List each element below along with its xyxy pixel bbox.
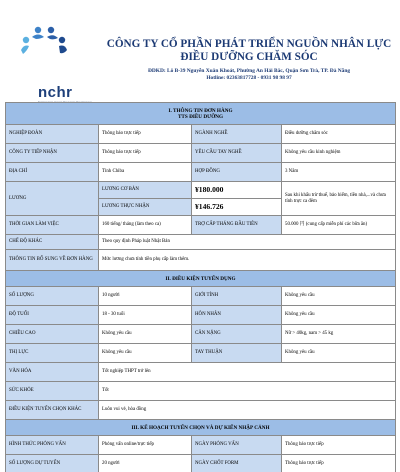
section-header-row (6, 271, 396, 287)
table-row (6, 325, 396, 344)
cong-ty-value: Thông báo trực tiếp (99, 144, 192, 163)
luong-thuc-nhan-value: ¥146.726 (192, 199, 282, 216)
table-row (6, 344, 396, 363)
logo-wordmark: nchr (38, 84, 73, 101)
company-block (104, 38, 394, 81)
cong-ty-label: CÔNG TY TIẾP NHẬN (6, 144, 99, 163)
section-header-row (6, 420, 396, 436)
job-order-table (5, 102, 396, 472)
table-row (6, 235, 396, 250)
suc-khoe-value: Tốt (99, 382, 396, 401)
hon-nhan-label: HÔN NHÂN (192, 306, 282, 325)
so-luong-label: SỐ LƯỢNG (6, 287, 99, 306)
gioi-tinh-value: Không yêu cầu (282, 287, 396, 306)
table-row (6, 363, 396, 382)
suc-khoe-label: SỨC KHỎE (6, 382, 99, 401)
table-row (6, 401, 396, 420)
chieu-cao-value: Không yêu cầu (99, 325, 192, 344)
luong-thuc-nhan-label: LƯƠNG THỰC NHẬN (99, 199, 192, 216)
thoi-gian-value: 160 tiếng/ tháng (làm theo ca) (99, 216, 192, 235)
dieu-kien-label: ĐIỀU KIỆN TUYỂN CHỌN KHÁC (6, 401, 99, 420)
table-row (6, 306, 396, 325)
che-do-value: Theo quy định Pháp luật Nhật Bản (99, 235, 396, 250)
nganh-nghe-label: NGÀNH NGHỀ (192, 125, 282, 144)
so-luong-dt-label: SỐ LƯỢNG DỰ TUYỂN (6, 455, 99, 472)
can-nang-label: CÂN NẶNG (192, 325, 282, 344)
thong-tin-value: Mức lương chưa tính tiền phụ cấp làm thêm. (99, 250, 396, 271)
ngay-chot-label: NGÀY CHỐT FORM (192, 455, 282, 472)
che-do-label: CHẾ ĐỘ KHÁC (6, 235, 99, 250)
hop-dong-value: 3 Năm (282, 163, 396, 182)
nganh-nghe-value: Điều dưỡng chăm sóc (282, 125, 396, 144)
table-row (6, 382, 396, 401)
table-row (6, 125, 396, 144)
nghiep-doan-value: Thông báo trực tiếp (99, 125, 192, 144)
hon-nhan-value: Không yêu cầu (282, 306, 396, 325)
yeu-cau-value: Không yêu cầu kinh nghiệm (282, 144, 396, 163)
luong-co-ban-value: ¥180.000 (192, 182, 282, 199)
table-row (6, 163, 396, 182)
company-hotline: Hotline: 02363817728 - 0931 98 98 97 (206, 75, 292, 81)
ngay-pv-value: Thông báo trực tiếp (282, 436, 396, 455)
dieu-kien-value: Luôn vui vẻ, hòa đồng (99, 401, 396, 420)
table-row (6, 216, 396, 235)
section-1-title-line2: TTS ĐIỀU DƯỠNG (177, 113, 224, 120)
do-tuoi-label: ĐỘ TUỔI (6, 306, 99, 325)
thoi-gian-label: THỜI GIAN LÀM VIỆC (6, 216, 99, 235)
can-nang-value: Nữ > 40kg, nam > 45 kg (282, 325, 396, 344)
company-logo (18, 24, 76, 101)
thi-luc-label: THỊ LỰC (6, 344, 99, 363)
table-row (6, 250, 396, 271)
company-name-line2: ĐIỀU DƯỠNG CHĂM SÓC (180, 51, 318, 63)
table-row (6, 144, 396, 163)
luong-co-ban-label: LƯƠNG CƠ BẢN (99, 182, 192, 199)
so-luong-value: 10 người (99, 287, 192, 306)
company-name-line1: CÔNG TY CỔ PHẦN PHÁT TRIỂN NGUỒN NHÂN LỰC (106, 38, 392, 50)
section-1-title-line1: I. THÔNG TIN ĐƠN HÀNG (168, 107, 233, 114)
hinh-thuc-value: Phỏng vấn online/trực tiếp (99, 436, 192, 455)
thi-luc-value: Không yêu cầu (99, 344, 192, 363)
section-header-row (6, 103, 396, 125)
hop-dong-label: HỢP ĐỒNG (192, 163, 282, 182)
tay-thuan-label: TAY THUẬN (192, 344, 282, 363)
dia-chi-label: ĐỊA CHỈ (6, 163, 99, 182)
ngay-pv-label: NGÀY PHỎNG VẤN (192, 436, 282, 455)
section-1-title (6, 103, 396, 125)
section-3-title: III. KẾ HOẠCH TUYỂN CHỌN VÀ DỰ KIẾN NHẬP CẢNH (6, 420, 396, 436)
van-hoa-value: Tốt nghiệp THPT trở lên (99, 363, 396, 382)
section-2-title: II. ĐIỀU KIỆN TUYỂN DỤNG (6, 271, 396, 287)
table-row (6, 455, 396, 472)
tay-thuan-value: Không yêu cầu (282, 344, 396, 363)
table-row (6, 182, 396, 199)
table-row (6, 287, 396, 306)
so-luong-dt-value: 20 người (99, 455, 192, 472)
luong-note: Sau khi khấu trừ thuế, bảo hiểm, tiền nhà,...và chưa tính trực ca đêm (282, 182, 396, 216)
van-hoa-label: VĂN HÓA (6, 363, 99, 382)
thong-tin-label: THÔNG TIN BỔ SUNG VỀ ĐƠN HÀNG (6, 250, 99, 271)
ngay-chot-value: Thông báo trực tiếp (282, 455, 396, 472)
gioi-tinh-label: GIỚI TÍNH (192, 287, 282, 306)
tro-cap-value: 50.000 円 (cung cấp miễn phí các bữa ăn) (282, 216, 396, 235)
luong-label: LƯƠNG (6, 182, 99, 216)
people-circle-icon (18, 24, 76, 60)
yeu-cau-label: YÊU CẦU TAY NGHỀ (192, 144, 282, 163)
table-row (6, 436, 396, 455)
tro-cap-label: TRỢ CẤP THÁNG ĐẦU TIÊN (192, 216, 282, 235)
chieu-cao-label: CHIỀU CAO (6, 325, 99, 344)
nghiep-doan-label: NGHIỆP ĐOÀN (6, 125, 99, 144)
do-tuoi-value: 18 - 30 tuổi (99, 306, 192, 325)
document-header (0, 0, 400, 101)
dia-chi-value: Tỉnh Chiba (99, 163, 192, 182)
company-address: ĐDKD: Lô B-39 Nguyễn Xuân Khoát, Phường An Hải Bắc, Quận Sơn Trà, TP. Đà Nẵng (147, 68, 351, 74)
hinh-thuc-label: HÌNH THỨC PHỎNG VẤN (6, 436, 99, 455)
